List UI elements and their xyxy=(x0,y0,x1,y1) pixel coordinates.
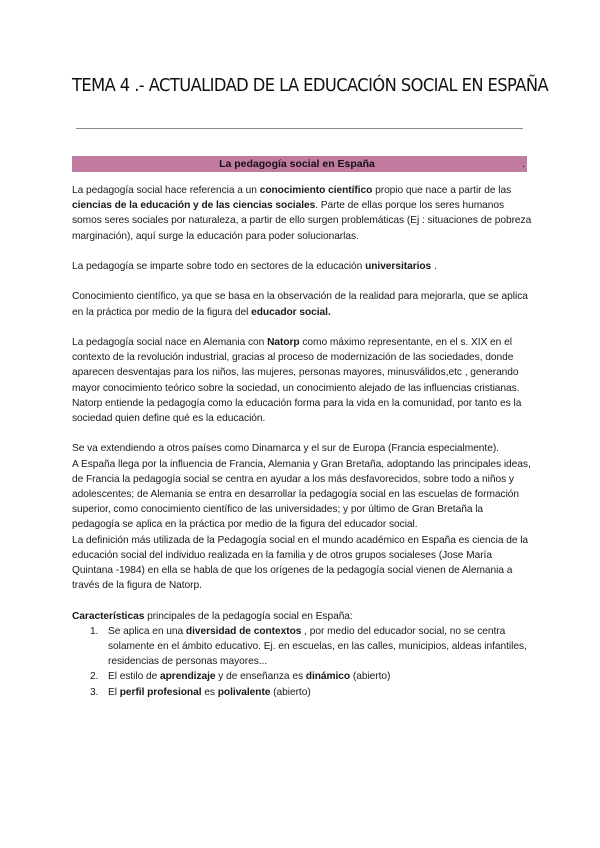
text-run: El xyxy=(108,686,120,698)
paragraph-origins xyxy=(72,335,532,396)
paragraph-spacer xyxy=(72,244,532,259)
paragraph-spain: A España llega por la influencia de Francia, Alemania y Gran Bretaña, adoptando las principales ideas, de Francia la pedagogía social se centra en ayudar a los más desfavorecidos, sobre todo a niños y adolescentes; de Alemania se entra en desarrollar la pedagogía social en las escuelas de formación superior, como conocimiento científico de las universidades; y por último de Gran Bretaña la pedagogía se aplica en la práctica por medio de la figura del educador social. xyxy=(72,458,531,531)
text-run: propio que nace a partir de las xyxy=(372,185,512,196)
text-run: principales de la pedagogía social en España: xyxy=(144,610,353,622)
paragraph-spacer xyxy=(72,274,532,289)
bold-term: universitarios xyxy=(365,261,432,272)
characteristics-heading xyxy=(72,609,532,624)
paragraph-spacer xyxy=(72,426,532,441)
bold-term: polivalente xyxy=(217,686,271,698)
page-title: TEMA 4 .- ACTUALIDAD DE LA EDUCACIÓN SOCIAL EN ESPAÑA xyxy=(72,76,549,96)
paragraph-natorp: Natorp entiende la pedagogía como la educación forma para la vida en la comunidad, por tanto es la sociedad quien define qué es la educación. xyxy=(72,397,522,424)
section-heading-trailing: . xyxy=(522,158,525,170)
bold-term: Características xyxy=(72,610,145,622)
paragraph-university xyxy=(72,259,532,274)
text-run: La pedagogía social hace referencia a un xyxy=(72,185,260,196)
text-run: (abierto) xyxy=(270,686,311,698)
text-run: La pedagogía se imparte sobre todo en sectores de la educación xyxy=(72,261,366,272)
paragraph-expansion: Se va extendiendo a otros países como Dinamarca y el sur de Europa (Francia especialmente). xyxy=(72,443,499,455)
text-run: El estilo de xyxy=(108,671,161,683)
text-run: es xyxy=(201,686,218,698)
list-number: 2. xyxy=(90,671,99,683)
text-run: . Parte de ellas porque los seres humanos somos seres sociales por naturaleza, a partir de ello surgen problemáticas (Ej : situaciones de pobreza marginación), aquí surge la educación para poder solucionarlas. xyxy=(72,200,532,242)
characteristics-list xyxy=(72,624,532,700)
bold-term: Natorp xyxy=(267,336,300,348)
bold-term: conocimiento científico xyxy=(259,185,373,196)
bold-term: dinámico xyxy=(305,671,351,683)
text-run: La pedagogía social nace en Alemania con xyxy=(72,336,268,348)
bold-term: aprendizaje xyxy=(160,671,216,683)
text-run: (abierto) xyxy=(350,671,391,683)
bold-term: perfil profesional xyxy=(119,686,202,698)
list-item xyxy=(72,685,532,700)
text-run: Se aplica en una xyxy=(108,625,186,637)
title-divider xyxy=(76,128,523,129)
text-run: y de enseñanza es xyxy=(215,671,306,683)
paragraph-scientific-knowledge xyxy=(72,289,532,319)
paragraph-spacer xyxy=(72,320,532,335)
list-number: 3. xyxy=(90,686,99,698)
paragraph-definition-academic: La definición más utilizada de la Pedagogía social en el mundo académico en España es ciencia de la educación social del individuo realizada en la familia y de otros grupos socialeses (Jose María Quintana -1984) en ella se habla de que los orígenes de la pedagogía social vienen de Alemania a través de la figura de Natorp. xyxy=(72,534,529,592)
bold-term: educador social. xyxy=(251,306,331,318)
text-run: como máximo representante, en el s. XIX en el contexto de la revolución industrial, gracias al proceso de modernización de las sociedades, donde aparecen desventajas para los niños, las mujeres, personas mayores, minusválidos,etc , generando mayor conocimiento teórico sobre la sociedad, un conocimiento alejado de las influencias cristianas. xyxy=(72,336,520,394)
list-number: 1. xyxy=(90,625,99,637)
paragraph-definition xyxy=(72,183,532,244)
bold-term: ciencias de la educación y de las ciencias sociales xyxy=(72,200,316,212)
paragraph-spacer xyxy=(72,593,532,608)
bold-term: diversidad de contextos xyxy=(185,625,302,637)
document-body xyxy=(72,183,532,700)
list-item xyxy=(72,669,532,684)
text-run: , por medio del educador social, no se centra solamente en el ámbito educativo. Ej. en escuelas, en las calles, municipios, aldeas infantiles, residencias de personas mayores... xyxy=(108,625,527,668)
section-heading: La pedagogía social en España xyxy=(219,158,375,170)
list-item xyxy=(72,624,532,670)
text-run: . xyxy=(431,261,437,272)
text-run: Conocimiento científico, ya que se basa en la observación de la realidad para mejorarla, que se aplica en la práctica por medio de la figura del xyxy=(72,291,528,318)
